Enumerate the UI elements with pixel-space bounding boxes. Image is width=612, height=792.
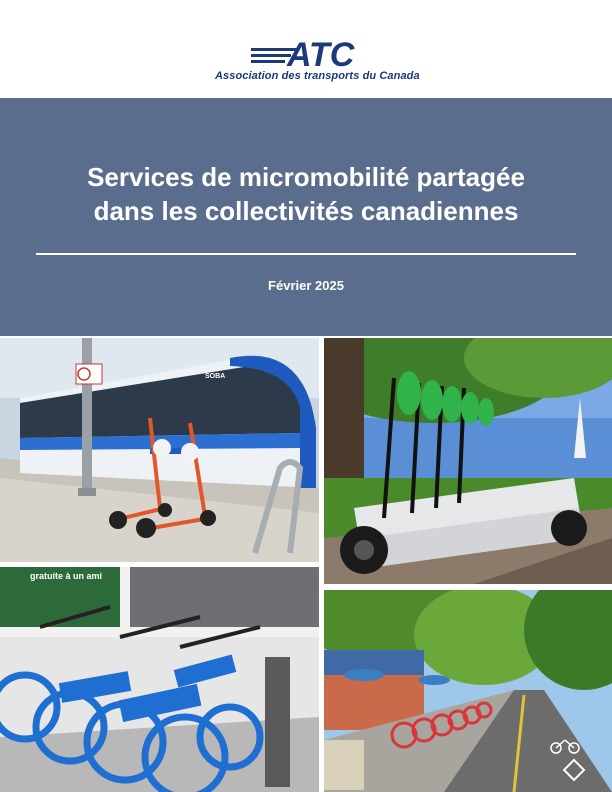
atc-logo: [215, 36, 420, 88]
title-line-2: dans les collectivités canadiennes: [93, 196, 519, 226]
logo-caption: Association des transports du Canada: [215, 70, 420, 82]
atc-logo-letters: ATC: [287, 36, 355, 70]
atc-logo-mark: [251, 36, 381, 70]
blue-bikes-sign: gratuite à un ami: [30, 571, 103, 581]
photo-green-scooters: [324, 338, 612, 584]
publication-date: Février 2025: [268, 278, 344, 293]
photo-blue-bikes: [0, 567, 319, 792]
title-line-1: Services de micromobilité partagée: [87, 162, 525, 192]
train-number: SOBA: [205, 373, 226, 380]
photo-street-bikes: [324, 590, 612, 792]
title-divider: [36, 253, 576, 255]
photo-train-scooters: [0, 338, 319, 562]
title-band: [0, 98, 612, 336]
page-title: [0, 160, 612, 228]
